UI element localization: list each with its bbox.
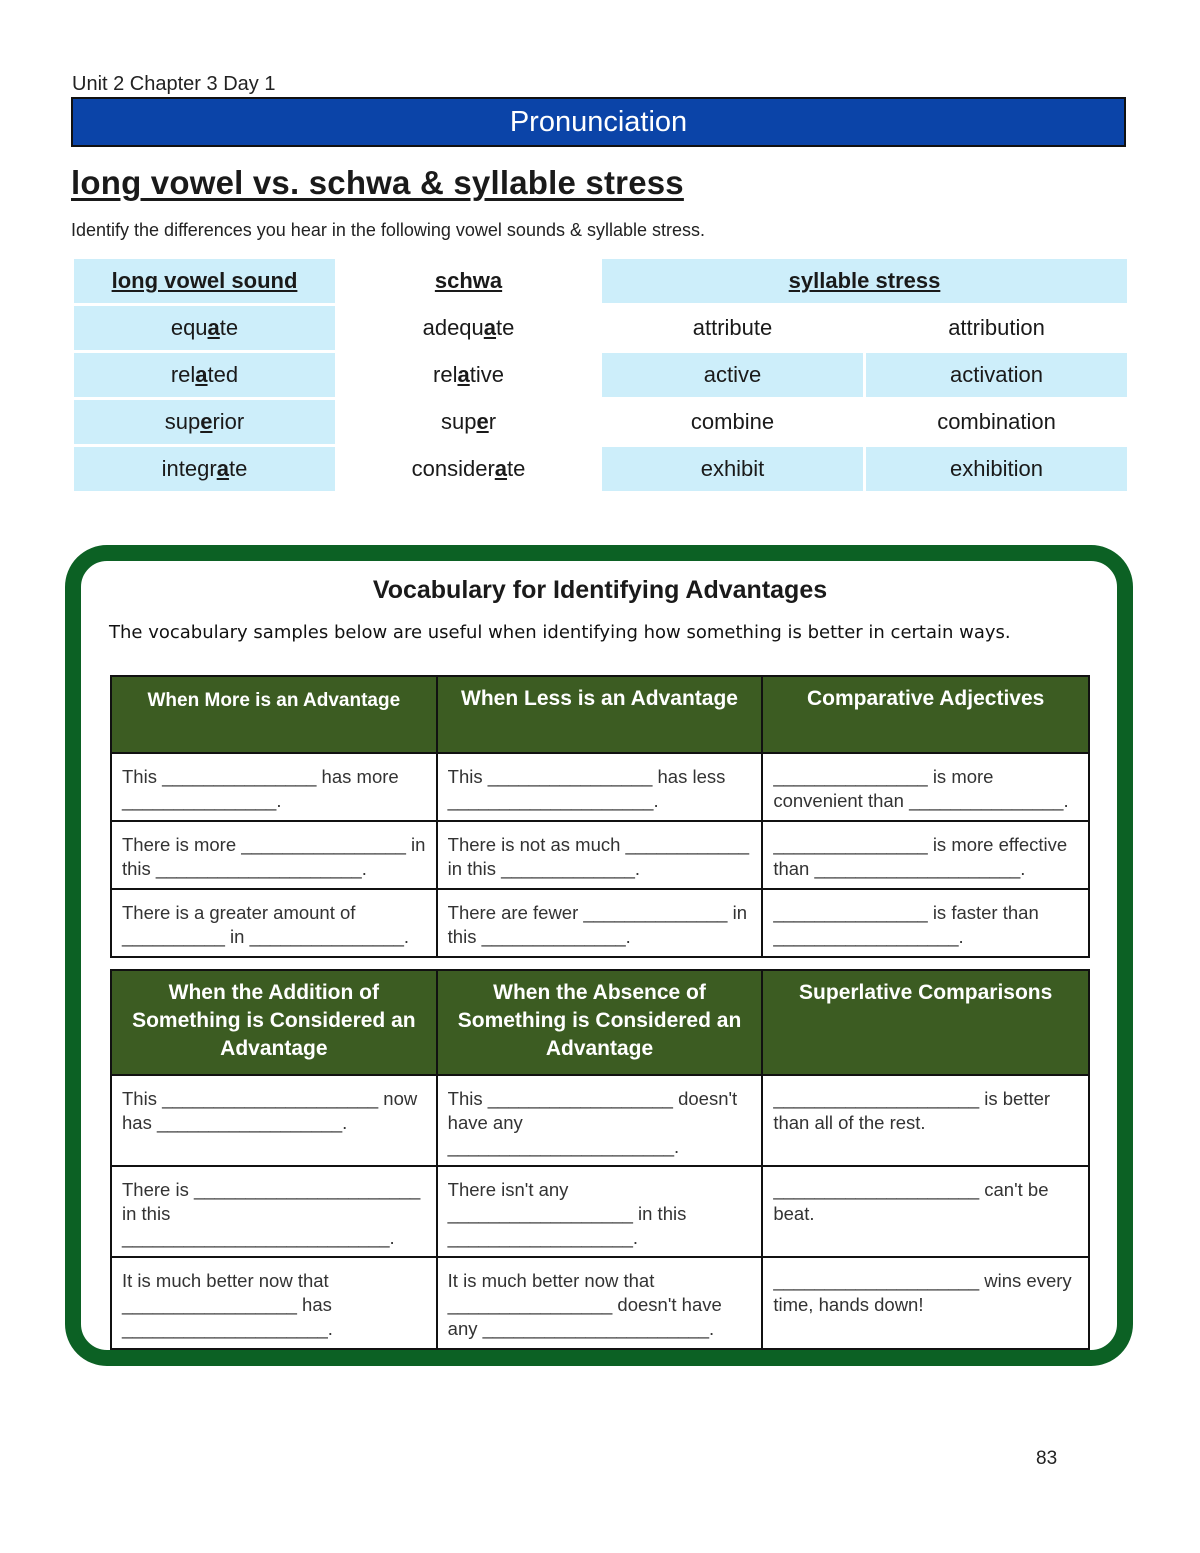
phrase-cell: ____________________ is better than all of the rest. (762, 1075, 1089, 1166)
unit-chapter-day-label: Unit 2 Chapter 3 Day 1 (72, 73, 276, 95)
phrase-cell: There is not as much ____________ in this _____________. (437, 821, 763, 889)
phrase-cell: _______________ is more convenient than _______________. (762, 753, 1089, 821)
phrase-cell: This ________________ has less ____________________. (437, 753, 763, 821)
stress-word: activation (866, 353, 1127, 397)
phrase-cell: There is more ________________ in this ____________________. (111, 821, 437, 889)
phrase-cell: There is ______________________ in this __________________________. (111, 1166, 437, 1257)
phrase-cell: There isn't any __________________ in this __________________. (437, 1166, 763, 1257)
stress-word: active (602, 353, 863, 397)
advantages-table-1 (110, 675, 1090, 958)
phrase-cell: This _____________________ now has __________________. (111, 1075, 437, 1166)
advantages-table-2 (110, 969, 1090, 1350)
pronunciation-banner: Pronunciation (71, 97, 1126, 147)
long-vowel-word: related (74, 353, 335, 397)
long-vowel-word: integrate (74, 447, 335, 491)
header-schwa: schwa (434, 268, 503, 293)
header-less-advantage: When Less is an Advantage (437, 676, 763, 753)
schwa-word: relative (433, 362, 504, 387)
header-absence-advantage: When the Absence of Something is Considered an Advantage (437, 970, 763, 1075)
phrase-cell: There is a greater amount of __________ in _______________. (111, 889, 437, 957)
schwa-word: adequate (422, 315, 515, 340)
header-syllable-stress: syllable stress (602, 259, 1127, 303)
stress-word: attribute (692, 315, 773, 340)
phrase-cell: _______________ is faster than __________________. (762, 889, 1089, 957)
stress-word: exhibit (602, 447, 863, 491)
phrase-cell: _______________ is more effective than ____________________. (762, 821, 1089, 889)
phrase-cell: It is much better now that _________________ has ____________________. (111, 1257, 437, 1349)
stress-word: attribution (948, 315, 1045, 340)
stress-word: combine (690, 409, 775, 434)
header-superlative-comparisons: Superlative Comparisons (762, 970, 1089, 1075)
header-comparative-adjectives: Comparative Adjectives (762, 676, 1089, 753)
phrase-cell: It is much better now that ________________ doesn't have any ______________________. (437, 1257, 763, 1349)
stress-word: combination (937, 409, 1056, 434)
schwa-word: considerate (411, 456, 526, 481)
instructions-text: Identify the differences you hear in the following vowel sounds & syllable stress. (71, 220, 706, 240)
header-more-advantage: When More is an Advantage (111, 676, 437, 753)
header-long-vowel: long vowel sound (74, 259, 335, 303)
vocabulary-title: Vocabulary for Identifying Advantages (372, 576, 828, 604)
schwa-word: super (440, 409, 497, 434)
vocabulary-subtitle: The vocabulary samples below are useful when identifying how something is better in certain ways. (109, 622, 1011, 643)
stress-word: exhibition (866, 447, 1127, 491)
long-vowel-word: equate (74, 306, 335, 350)
phrase-cell: ____________________ can't be beat. (762, 1166, 1089, 1257)
phrase-cell: There are fewer ______________ in this ______________. (437, 889, 763, 957)
phrase-cell: This __________________ doesn't have any ______________________. (437, 1075, 763, 1166)
phrase-cell: This _______________ has more _______________. (111, 753, 437, 821)
page-number: 83 (1036, 1448, 1058, 1469)
long-vowel-word: superior (74, 400, 335, 444)
phrase-cell: ____________________ wins every time, hands down! (762, 1257, 1089, 1349)
header-addition-advantage: When the Addition of Something is Considered an Advantage (111, 970, 437, 1075)
pronunciation-table (71, 256, 1130, 494)
page-title: long vowel vs. schwa & syllable stress (71, 164, 684, 201)
